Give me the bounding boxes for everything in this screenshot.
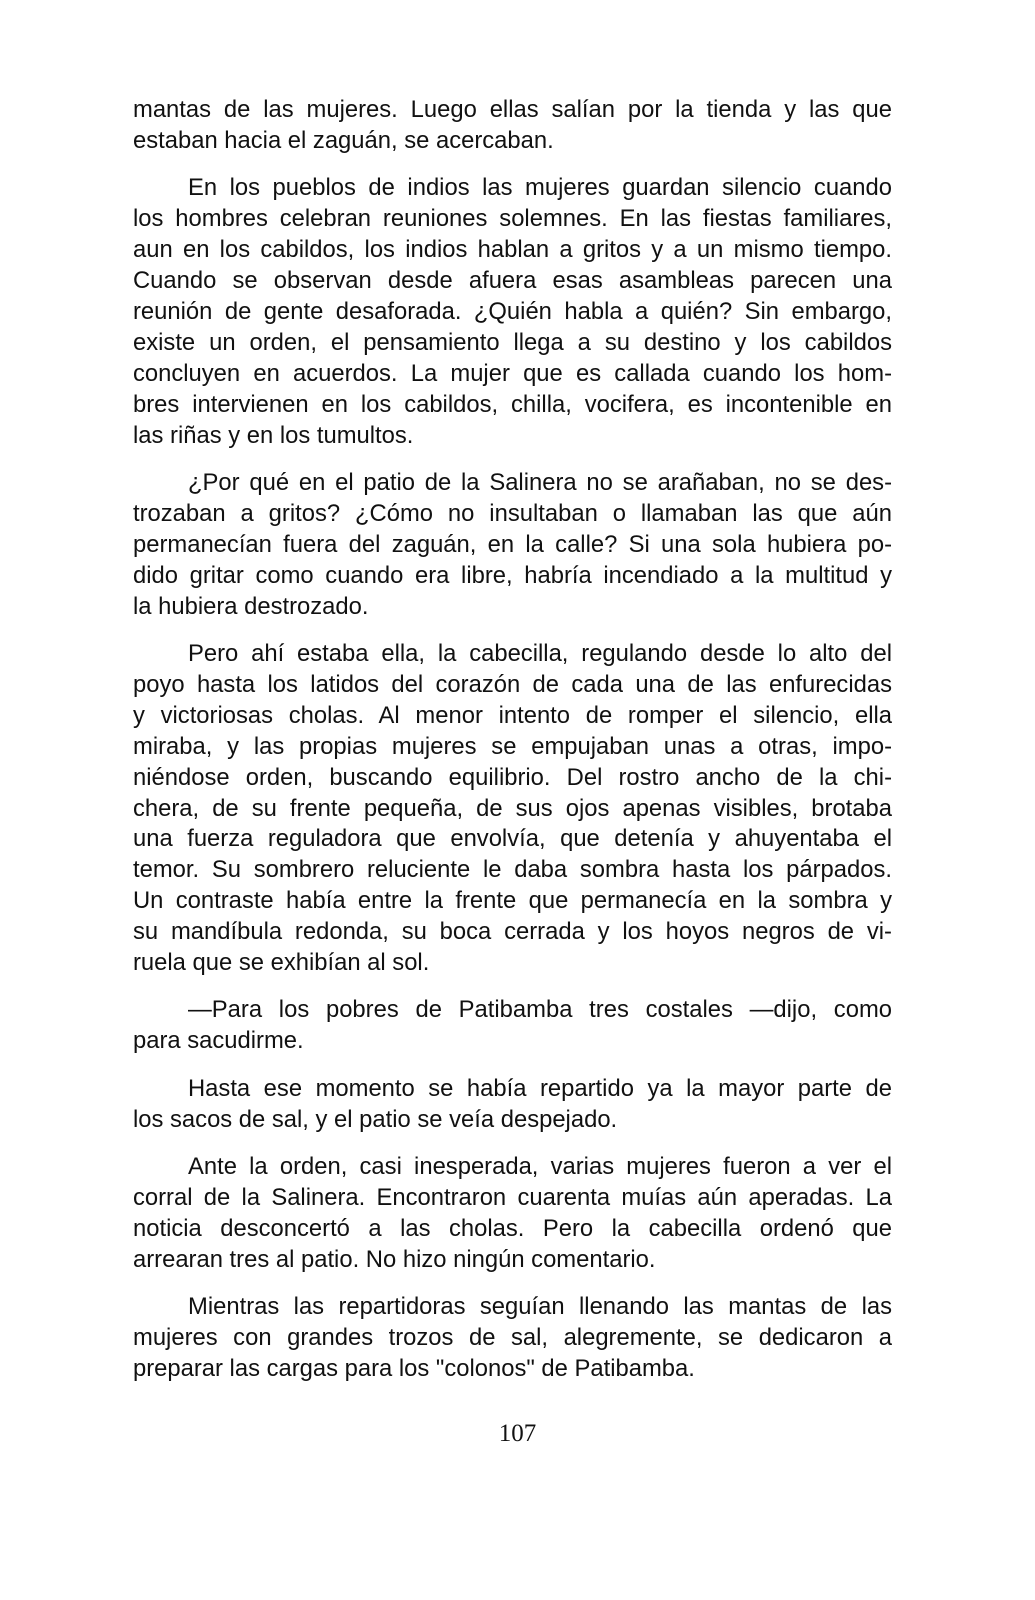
text-line: reunión de gente desaforada. ¿Quién habla a quién? Sin embargo, [133, 297, 892, 325]
text-line: Cuando se observan desde afuera esas asambleas parecen una [133, 267, 892, 295]
text-line: mantas de las mujeres. Luego ellas salían por la tienda y las que [133, 96, 892, 123]
text-line: preparar las cargas para los "colonos" de Patibamba. [133, 1355, 695, 1383]
text-line: ¿Por qué en el patio de la Salinera no se arañaban, no se des- [188, 468, 892, 496]
text-line: —Para los pobres de Patibamba tres costales —dijo, como [188, 996, 892, 1024]
paragraph [133, 173, 892, 451]
text-line: Mientras las repartidoras seguían llenando las mantas de las [188, 1293, 892, 1321]
text-line: la hubiera destrozado. [133, 592, 369, 620]
text-line: dido gritar como cuando era libre, habría incendiado a la multitud y [133, 561, 892, 589]
text-line: corral de la Salinera. Encontraron cuarenta muías aún aperadas. La [133, 1184, 892, 1211]
paragraph [133, 468, 892, 623]
text-line: Hasta ese momento se había repartido ya la mayor parte de [188, 1074, 892, 1102]
text-line: los sacos de sal, y el patio se veía despejado. [133, 1105, 618, 1133]
text-line: temor. Su sombrero reluciente le daba sombra hasta los párpados. [133, 856, 892, 884]
text-line: concluyen en acuerdos. La mujer que es callada cuando los hom- [133, 359, 892, 387]
text-line: mujeres con grandes trozos de sal, alegremente, se dedicaron a [133, 1324, 892, 1352]
text-line: existe un orden, el pensamiento llega a su destino y los cabildos [133, 328, 892, 356]
text-line: Un contraste había entre la frente que permanecía en la sombra y [133, 887, 892, 915]
text-line: arrearan tres al patio. No hizo ningún comentario. [133, 1245, 656, 1273]
paragraph [133, 95, 892, 157]
paragraph [133, 639, 892, 979]
text-line: trozaban a gritos? ¿Cómo no insultaban o llamaban las que aún [133, 499, 892, 527]
body-text [133, 95, 892, 1401]
text-line: Ante la orden, casi inesperada, varias mujeres fueron a ver el [188, 1153, 892, 1181]
text-line: bres intervienen en los cabildos, chilla, vocifera, es incontenible en [133, 390, 892, 418]
paragraph [133, 1074, 892, 1136]
text-line: poyo hasta los latidos del corazón de cada una de las enfurecidas [133, 670, 892, 698]
text-line: su mandíbula redonda, su boca cerrada y los hoyos negros de vi- [133, 918, 892, 946]
text-line: En los pueblos de indios las mujeres guardan silencio cuando [188, 174, 892, 202]
text-line: los hombres celebran reuniones solemnes. En las fiestas familiares, [133, 205, 892, 233]
text-line: aun en los cabildos, los indios hablan a gritos y a un mismo tiempo. [133, 236, 892, 264]
page-number: 107 [498, 1420, 537, 1447]
text-line: Pero ahí estaba ella, la cabecilla, regulando desde lo alto del [188, 640, 892, 667]
text-line: noticia desconcertó a las cholas. Pero la cabecilla ordenó que [133, 1214, 892, 1242]
text-line: ruela que se exhibían al sol. [133, 949, 430, 977]
text-line: una fuerza reguladora que envolvía, que detenía y ahuyentaba el [133, 825, 892, 853]
text-line: las riñas y en los tumultos. [133, 421, 414, 449]
text-line: y victoriosas cholas. Al menor intento de romper el silencio, ella [133, 701, 892, 729]
text-line: permanecían fuera del zaguán, en la calle? Si una sola hubiera po- [133, 530, 892, 558]
text-line: estaban hacia el zaguán, se acercaban. [133, 126, 554, 154]
paragraph [133, 1152, 892, 1276]
text-line: chera, de su frente pequeña, de sus ojos apenas visibles, brotaba [133, 794, 892, 822]
text-line: para sacudirme. [133, 1027, 304, 1055]
text-line: niéndose orden, buscando equilibrio. Del rostro ancho de la chi- [133, 763, 892, 791]
paragraph [133, 1292, 892, 1385]
paragraph [133, 995, 892, 1057]
text-line: miraba, y las propias mujeres se empujaban unas a otras, impo- [133, 732, 892, 760]
